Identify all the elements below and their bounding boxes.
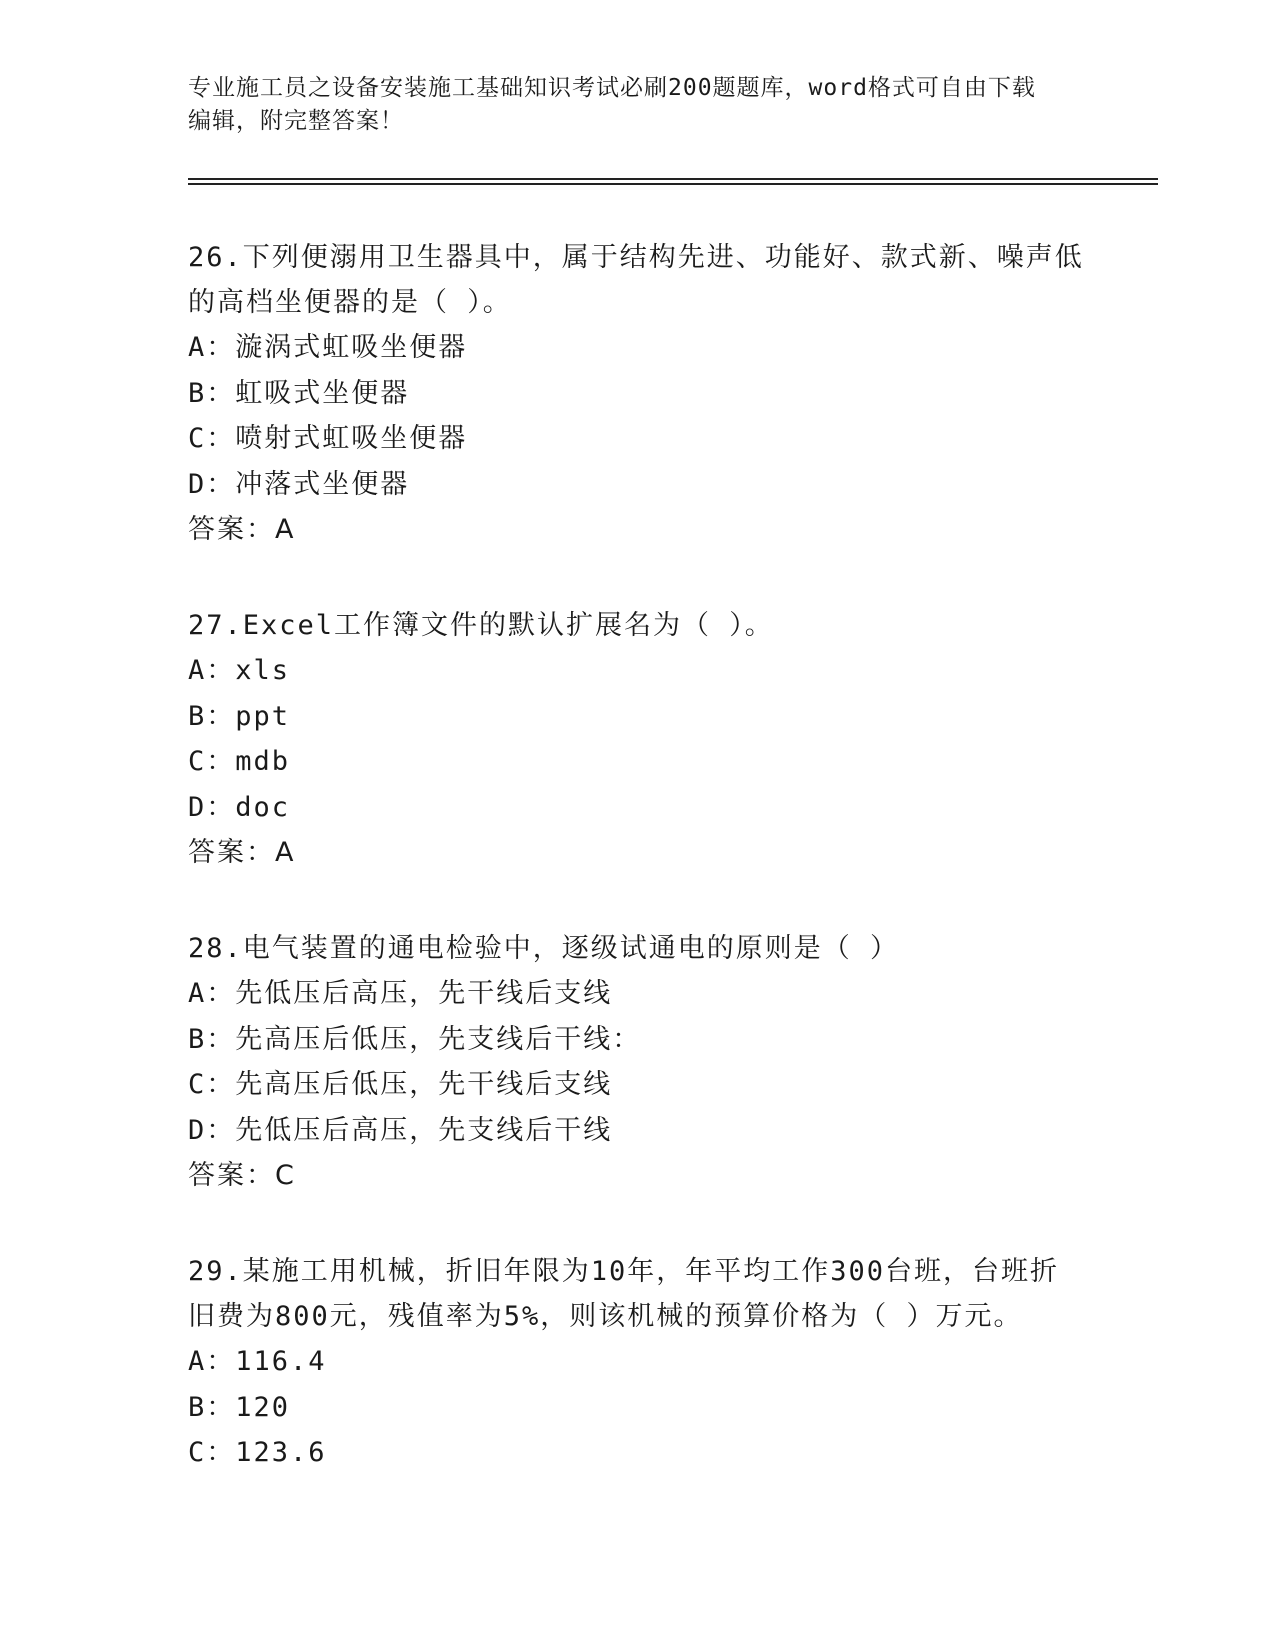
option-b: B：虹吸式坐便器 xyxy=(188,377,410,409)
option-c: C：123.6 xyxy=(188,1437,327,1468)
option-c: C：mdb xyxy=(188,746,291,777)
option-a: A：xls xyxy=(188,655,291,686)
option-b: B：先高压后低压，先支线后干线： xyxy=(188,1023,642,1055)
question-stem: 29.某施工用机械，折旧年限为10年，年平均工作300台班，台班折 xyxy=(188,1256,1060,1287)
answer-line: 答案：A xyxy=(188,514,296,545)
document-header xyxy=(188,72,1088,138)
header-line-1: 专业施工员之设备安装施工基础知识考试必刷200题题库，word格式可自由下载 xyxy=(188,75,1036,101)
header-rule-top xyxy=(188,178,1158,180)
header-line-2: 编辑，附完整答案！ xyxy=(188,108,404,134)
option-d: D：冲落式坐便器 xyxy=(188,468,410,500)
option-a: A：116.4 xyxy=(188,1346,327,1377)
question-stem: 的高档坐便器的是（ ）。 xyxy=(188,287,512,318)
question-stem: 26.下列便溺用卫生器具中，属于结构先进、功能好、款式新、噪声低 xyxy=(188,242,1084,273)
question-28 xyxy=(188,926,1088,1198)
question-stem: 27.Excel工作簿文件的默认扩展名为（ ）。 xyxy=(188,610,774,641)
option-b: B：120 xyxy=(188,1391,291,1423)
question-29 xyxy=(188,1249,1088,1476)
answer-line: 答案：A xyxy=(188,837,296,868)
option-c: C：先高压后低压，先干线后支线 xyxy=(188,1069,613,1100)
option-d: D：doc xyxy=(188,791,291,823)
option-d: D：先低压后高压，先支线后干线 xyxy=(188,1114,613,1146)
option-a: A：先低压后高压，先干线后支线 xyxy=(188,978,613,1009)
option-c: C：喷射式虹吸坐便器 xyxy=(188,423,468,454)
option-a: A：漩涡式虹吸坐便器 xyxy=(188,332,468,363)
question-stem: 旧费为800元，残值率为5%，则该机械的预算价格为（ ）万元。 xyxy=(188,1301,1023,1332)
question-27 xyxy=(188,603,1088,875)
option-b: B：ppt xyxy=(188,700,291,732)
answer-line: 答案：C xyxy=(188,1160,296,1191)
question-list xyxy=(188,235,1088,1527)
question-26 xyxy=(188,235,1088,552)
question-stem: 28.电气装置的通电检验中，逐级试通电的原则是（ ） xyxy=(188,933,900,964)
header-rule-bottom xyxy=(188,183,1158,185)
